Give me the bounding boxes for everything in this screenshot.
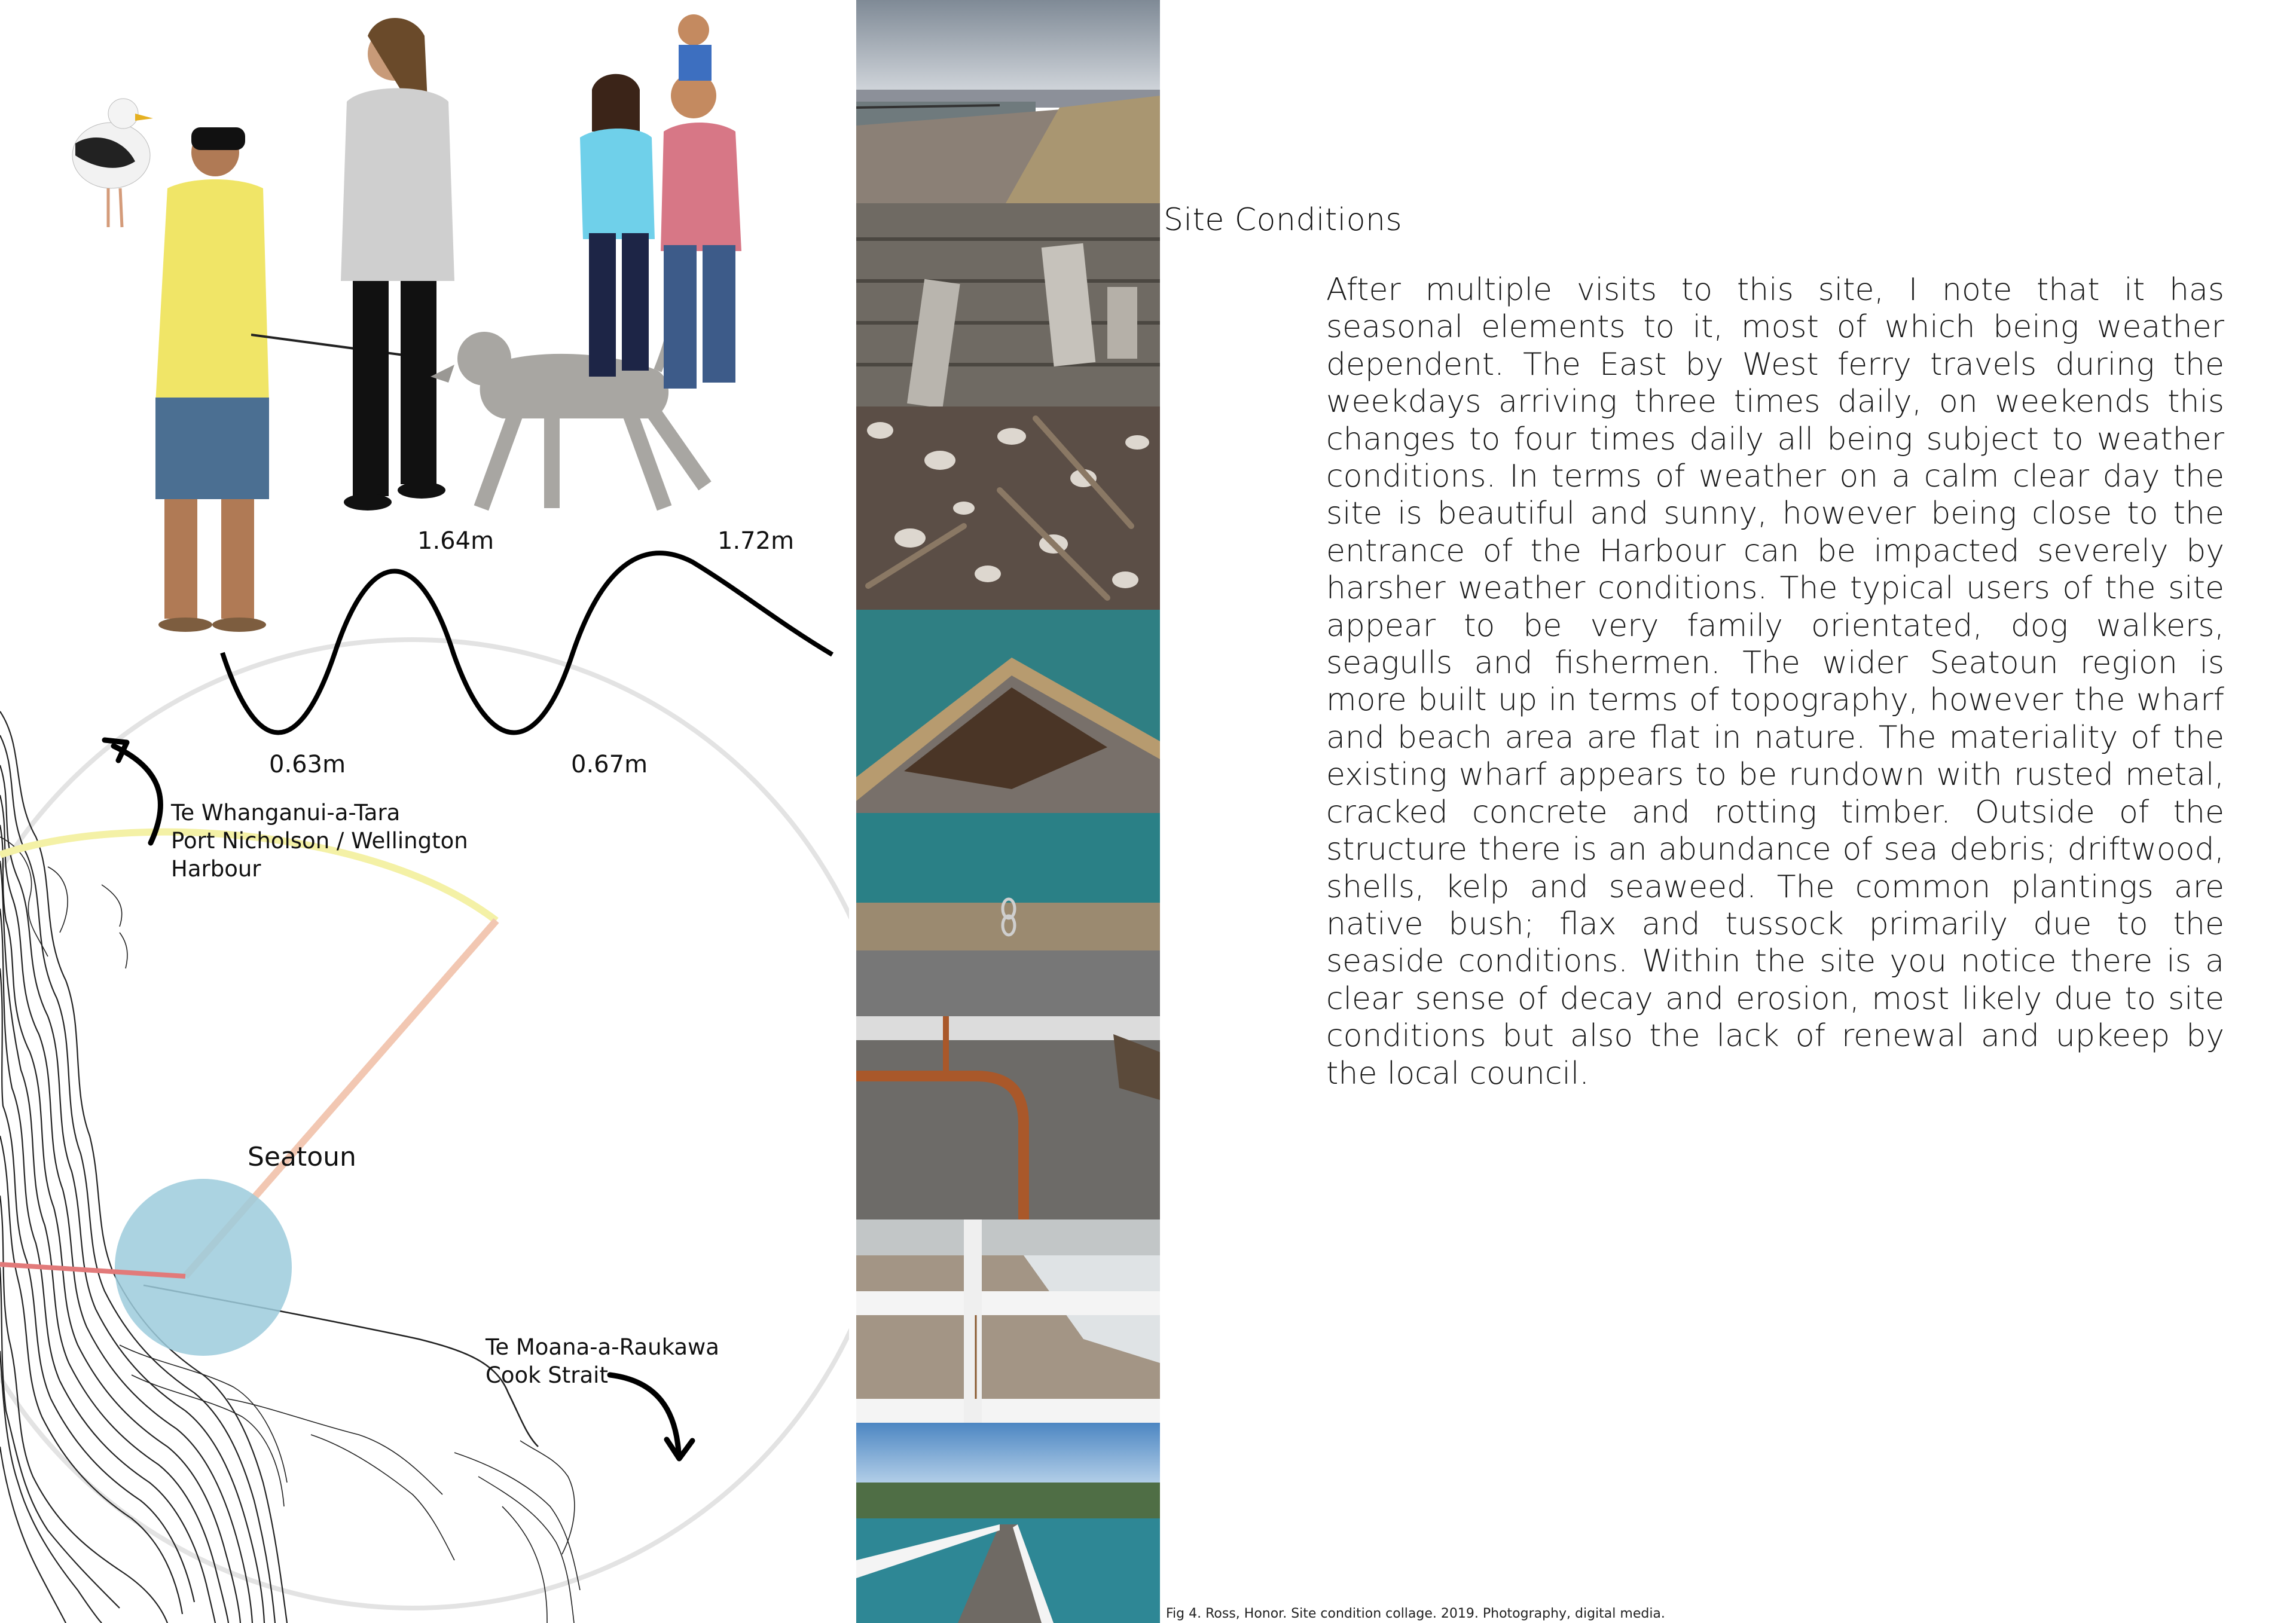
- photo-collage: [856, 0, 1160, 1623]
- strait-label-line2: Cook Strait: [486, 1362, 608, 1388]
- harbour-label-line1: Te Whanganui-a-Tara: [171, 800, 401, 826]
- photo-white-railing-beach: [856, 1219, 1160, 1423]
- harbour-label-line2: Port Nicholson / Wellington: [171, 828, 468, 854]
- seatoun-label: Seatoun: [248, 1142, 356, 1172]
- photo-shells-and-driftwood: [856, 406, 1160, 610]
- family-figure: [550, 12, 765, 401]
- site-conditions-paragraph: After multiple visits to this site, I note that it has seasonal elements to it, most of which being weather dependent. The East by West ferry travels during the weekdays arriving three times daily, on weekends this changes to four times daily all being subject to weather conditions. In terms of weather on a calm clear day the site is beautiful and sunny, however being close to the entrance of the Harbour can be impacted severely by harsher weather conditions. The typical users of the site appear to be very family orientated, dog walkers, seagulls and fishermen. The wider Seatoun region is more built up in terms of topography, however the wharf and beach area are flat in nature. The materiality of the existing wharf appears to be rundown with rusted metal, cracked concrete and rotting timber. Outside of the structure there is an abundance of sea debris; driftwood, shells, kelp and seaweed. The common plantings are native bush; flax and tussock primarily due to the seaside conditions. Within the site you notice there is a clear sense of decay and erosion, most likely due to site conditions but also the lack of renewal and upkeep by the local council.: [1326, 272, 2224, 1092]
- tide-wave: [222, 553, 832, 732]
- figure-caption: Fig 4. Ross, Honor. Site condition collage. 2019. Photography, digital media.: [1166, 1606, 1665, 1621]
- tide-high-2-label: 1.72m: [718, 527, 795, 555]
- strait-label-line1: Te Moana-a-Raukawa: [486, 1334, 719, 1360]
- seatoun-circle: [115, 1179, 292, 1356]
- photo-wharf-walkway-view: [856, 1423, 1160, 1623]
- harbour-label: [171, 799, 468, 883]
- photo-rotting-timber-corner: [856, 610, 1160, 813]
- harbour-label-line3: Harbour: [171, 856, 261, 882]
- site-diagram: [0, 0, 849, 1623]
- strait-label: [486, 1333, 719, 1389]
- photo-beach-and-wharf: [856, 0, 1160, 203]
- photo-concrete-deck: [856, 203, 1160, 406]
- tide-low-1-label: 0.63m: [269, 751, 346, 778]
- fisherman-figure: [132, 123, 287, 637]
- photo-wharf-edge-chain: [856, 813, 1160, 1016]
- section-title: Site Conditions: [1164, 202, 1403, 238]
- tide-high-1-label: 1.64m: [417, 527, 494, 555]
- photo-rusted-railing: [856, 1016, 1160, 1219]
- tide-low-2-label: 0.67m: [571, 751, 648, 778]
- outer-ring: [0, 640, 849, 1608]
